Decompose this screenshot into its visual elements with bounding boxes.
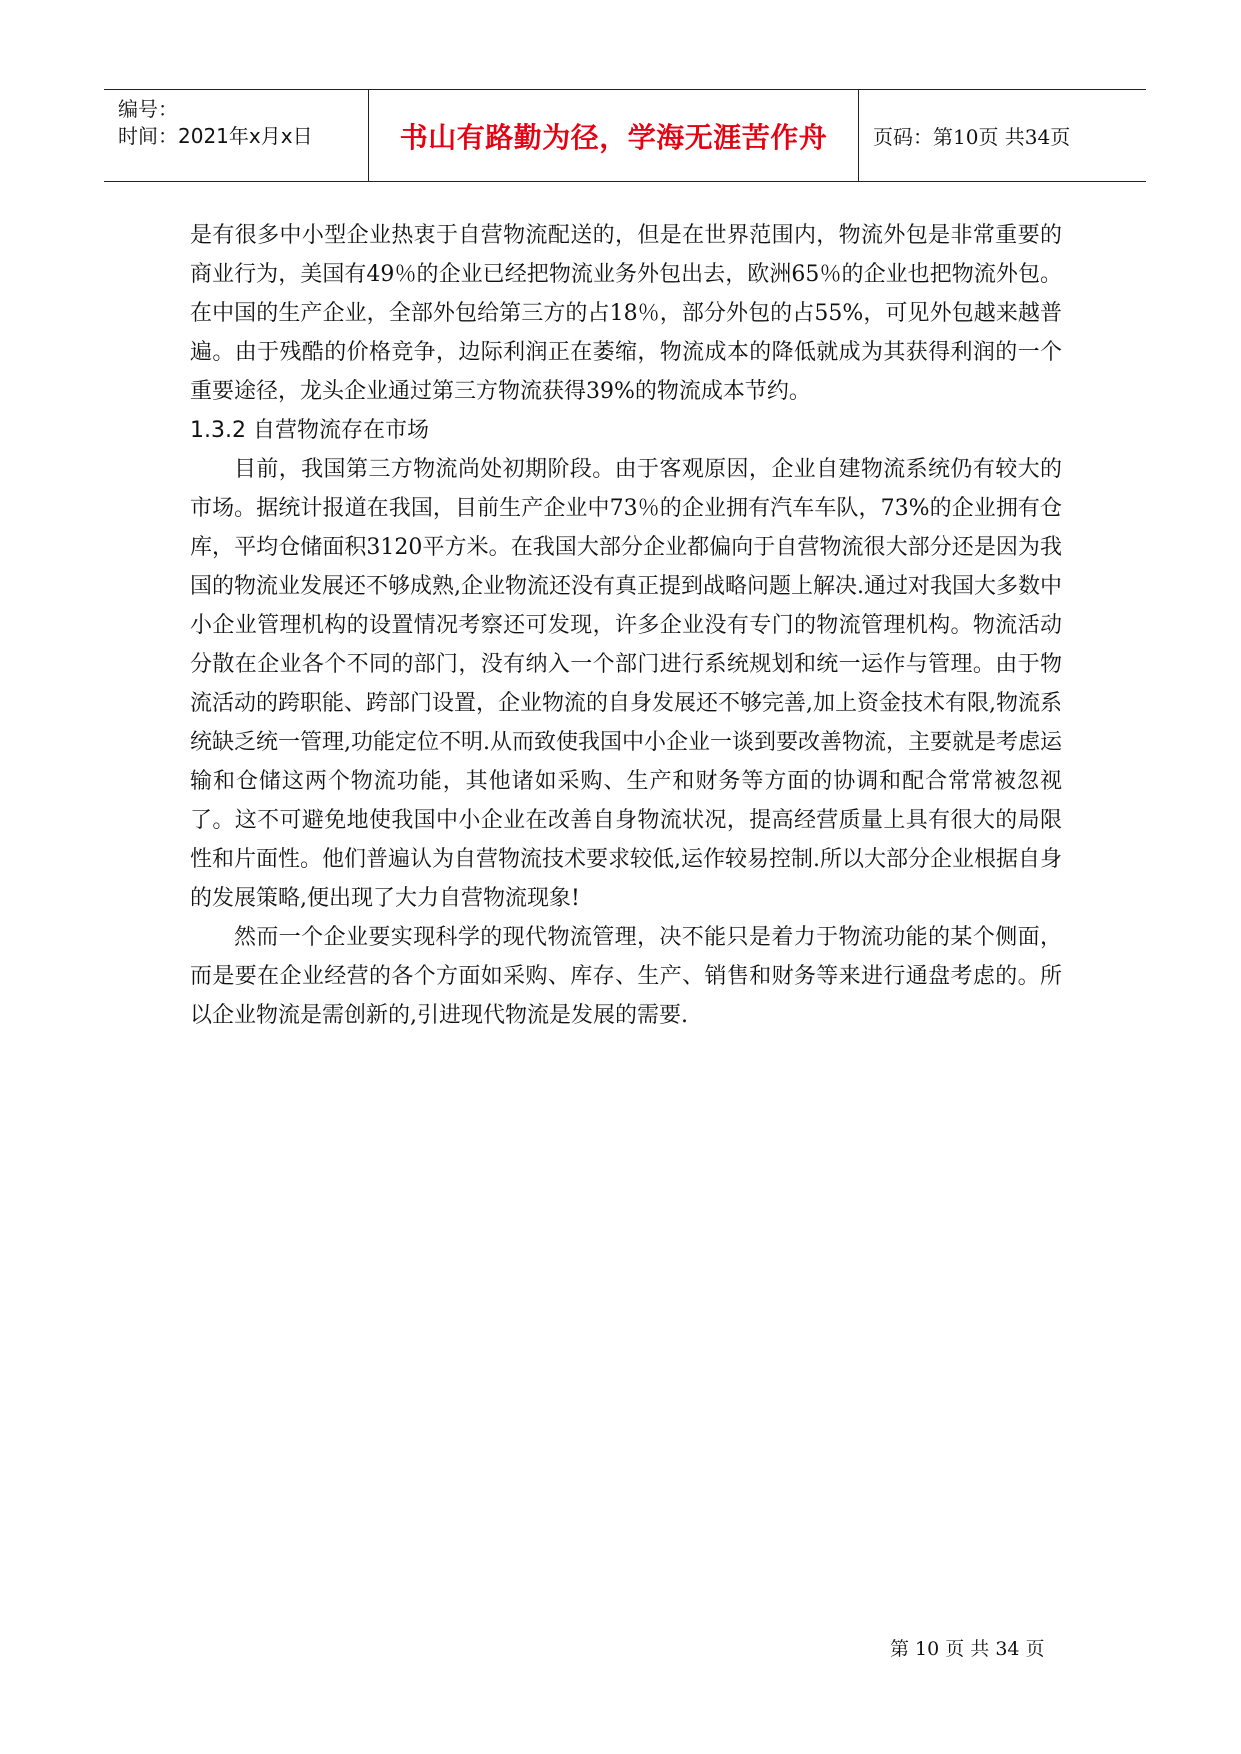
header-motto-cell [369, 90, 859, 181]
header-page-info: 页码：第10页 共34页 [873, 125, 1071, 149]
header-motto: 书山有路勤为径，学海无涯苦作舟 [399, 120, 828, 154]
document-body [190, 216, 1062, 1035]
body-paragraph: 然而一个企业要实现科学的现代物流管理，决不能只是着力于物流功能的某个侧面，而是要在企业经营的各个方面如采购、库存、生产、销售和财务等来进行通盘考虑的。所以企业物流是需创新的,引进现代物流是发展的需要. [190, 925, 1062, 1028]
body-paragraph: 是有很多中小型企业热衷于自营物流配送的，但是在世界范围内，物流外包是非常重要的商业行为，美国有49％的企业已经把物流业务外包出去，欧洲65％的企业也把物流外包。在中国的生产企业，全部外包给第三方的占18％，部分外包的占55%，可见外包越来越普遍。由于残酷的价格竞争，边际利润正在萎缩，物流成本的降低就成为其获得利润的一个重要途径，龙头企业通过第三方物流获得39%的物流成本节约。 [190, 223, 1062, 404]
time-label: 时间：2021年x月x日 [118, 124, 313, 148]
page-header [104, 89, 1146, 182]
section-heading: 1.3.2 自营物流存在市场 [190, 418, 429, 443]
page-footer: 第 10 页 共 34 页 [890, 1638, 1045, 1660]
header-page-cell [859, 90, 1146, 181]
serial-number-label: 编号： [118, 97, 178, 121]
header-meta [104, 90, 369, 181]
body-paragraph: 目前，我国第三方物流尚处初期阶段。由于客观原因，企业自建物流系统仍有较大的市场。据统计报道在我国，目前生产企业中73％的企业拥有汽车车队，73%的企业拥有仓库，平均仓储面积3120平方米。在我国大部分企业都偏向于自营物流很大部分还是因为我国的物流业发展还不够成熟,企业物流还没有真正提到战略问题上解决.通过对我国大多数中小企业管理机构的设置情况考察还可发现，许多企业没有专门的物流管理机构。物流活动分散在企业各个不同的部门，没有纳入一个部门进行系统规划和统一运作与管理。由于物流活动的跨职能、跨部门设置，企业物流的自身发展还不够完善,加上资金技术有限,物流系统缺乏统一管理,功能定位不明.从而致使我国中小企业一谈到要改善物流，主要就是考虑运输和仓储这两个物流功能，其他诸如采购、生产和财务等方面的协调和配合常常被忽视了。这不可避免地使我国中小企业在改善自身物流状况，提高经营质量上具有很大的局限性和片面性。他们普遍认为自营物流技术要求较低,运作较易控制.所以大部分企业根据自身的发展策略,便出现了大力自营物流现象! [190, 457, 1062, 911]
